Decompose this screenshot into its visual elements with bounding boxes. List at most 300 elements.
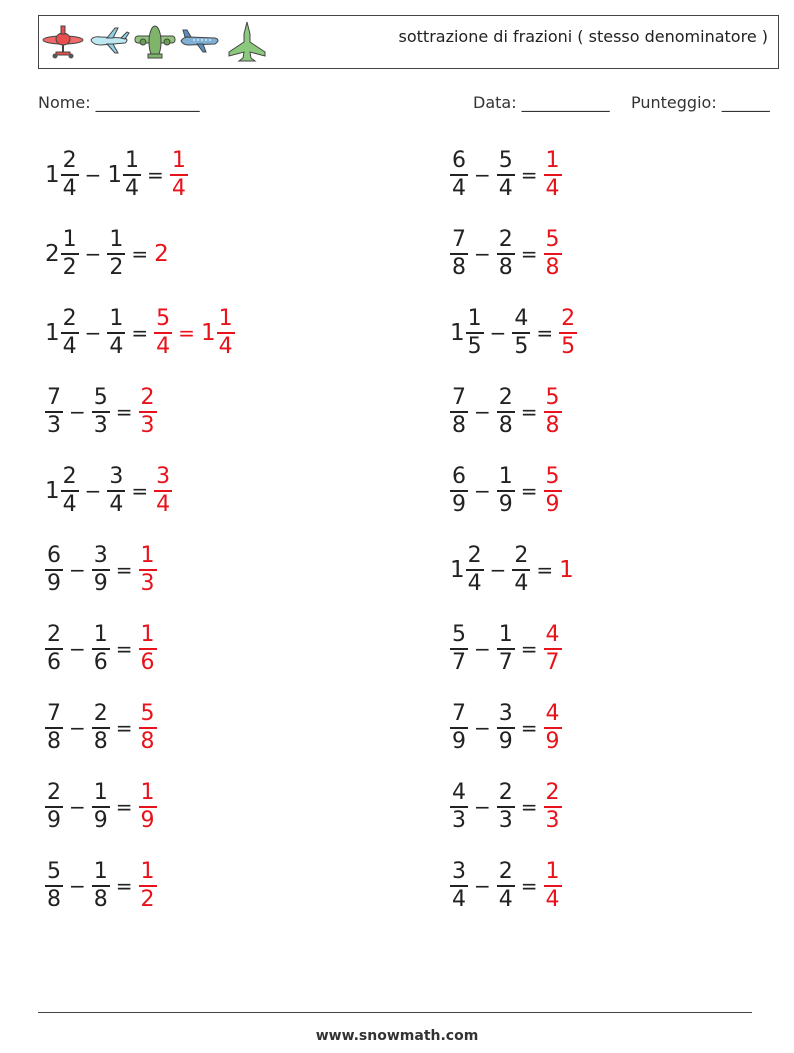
answer-number [154,306,172,360]
problem-item [450,617,562,681]
answer-denominator: 6 [140,649,155,675]
subtrahend-denominator: 4 [498,175,513,201]
minuend-fraction [450,148,468,202]
equals-sign: = [115,637,133,661]
answer-whole: 1 [200,320,216,346]
minuend-numerator: 1 [62,227,77,253]
subtrahend-denominator: 8 [498,254,513,280]
answer-denominator: 9 [140,807,155,833]
minuend-denominator: 5 [467,333,482,359]
name-field[interactable]: Nome: _____________ [38,93,200,112]
minuend-numerator: 2 [467,543,482,569]
minus-sign: − [474,795,491,819]
minuend-fraction [61,227,79,281]
minuend-fraction [61,306,79,360]
answer-fraction [139,543,157,597]
answer-denominator: 4 [545,886,560,912]
minuend-number [45,306,79,360]
problem-item [450,538,575,602]
answer [544,701,562,755]
equals-sign: = [147,163,164,187]
answer [544,227,562,281]
minuend-denominator: 4 [452,175,466,201]
answer [139,543,157,597]
equals-sign: = [115,795,133,819]
answer-denominator: 8 [545,412,560,438]
minus-sign: − [69,795,86,819]
subtrahend-number [497,622,515,676]
minuend-number [450,385,468,439]
answer-numerator: 1 [140,622,155,648]
answer-fraction [544,701,562,755]
equals-sign: = [520,716,538,740]
subtrahend-fraction [92,543,110,597]
subtrahend-number [497,780,515,834]
subtrahend-denominator: 4 [125,175,140,201]
minuend-denominator: 4 [467,570,482,596]
problem-item [45,617,157,681]
subtrahend-number [497,464,515,518]
answer-numerator: 2 [140,385,155,411]
minuend-numerator: 6 [47,543,61,569]
answer-number [154,241,170,267]
minuend-number [450,227,468,281]
answer-number [544,859,562,913]
subtrahend-numerator: 2 [498,780,513,806]
minus-sign: − [489,558,507,582]
subtrahend-denominator: 9 [498,491,513,517]
minuend-fraction [45,859,63,913]
subtrahend-denominator: 8 [498,412,513,438]
subtrahend-whole: 1 [107,162,123,188]
subtrahend-fraction [107,306,125,360]
problem-item [450,696,562,760]
minuend-numerator: 7 [452,227,466,253]
footer-divider [38,1012,752,1013]
subtrahend-number [497,859,515,913]
subtrahend-numerator: 3 [498,701,513,727]
minuend-numerator: 7 [452,701,466,727]
subtrahend-number [512,543,530,597]
minuend-numerator: 2 [47,780,61,806]
answer-number [139,543,157,597]
answer [559,306,577,360]
subtrahend-fraction [123,148,141,202]
answer-numerator: 5 [545,227,560,253]
problem-item [450,222,562,286]
answer-denominator: 9 [545,728,560,754]
equals-sign: = [520,637,538,661]
subtrahend-numerator: 3 [93,543,108,569]
answer-numerator: 4 [545,701,560,727]
problem-item [450,380,562,444]
answer [544,780,562,834]
problem-item [45,775,157,839]
problem-item [45,143,188,207]
minus-sign: − [84,163,102,187]
minuend-numerator: 2 [62,306,77,332]
equals-sign: = [131,321,149,345]
answer [154,306,172,360]
minuend-fraction [61,148,79,202]
subtrahend-number [497,701,515,755]
minus-sign: − [474,637,491,661]
answer-numerator: 5 [140,701,155,727]
minuend-fraction [450,385,468,439]
answer-number [544,701,562,755]
subtrahend-numerator: 2 [498,227,513,253]
answer-number [559,306,577,360]
answer-whole: 2 [154,241,169,267]
minus-sign: − [69,874,86,898]
minuend-denominator: 9 [47,570,61,596]
minus-sign: − [474,874,491,898]
minuend-fraction [45,701,63,755]
answer-number [544,464,562,518]
problem-item [45,538,157,602]
minuend-fraction [61,464,79,518]
subtrahend-number [107,227,125,281]
answer [544,464,562,518]
equals-sign: = [131,479,149,503]
answer-fraction [170,148,188,202]
minuend-number [450,543,484,597]
subtrahend-fraction [92,622,110,676]
minuend-whole: 1 [45,162,60,188]
equals-sign: = [131,242,149,266]
equals-sign: = [520,242,538,266]
answer-denominator: 8 [545,254,560,280]
minuend-whole: 2 [45,241,60,267]
minuend-number [450,464,468,518]
minuend-number [45,543,63,597]
minuend-fraction [466,543,484,597]
minuend-numerator: 7 [47,385,61,411]
minus-sign: − [474,400,491,424]
subtrahend-numerator: 1 [109,227,124,253]
worksheet-title: sottrazione di frazioni ( stesso denominatore ) [398,27,768,46]
equals-sign: = [520,479,538,503]
answer-numerator: 2 [561,306,576,332]
subtrahend-numerator: 1 [498,464,513,490]
answer-numerator: 5 [156,306,171,332]
answer-fraction [139,859,157,913]
answer-fraction [139,701,157,755]
minus-sign: − [474,242,491,266]
answer-numerator: 1 [140,543,155,569]
subtrahend-denominator: 3 [93,412,108,438]
subtrahend-denominator: 5 [514,333,529,359]
subtrahend-number [92,859,110,913]
equals-sign: = [115,874,133,898]
problem-item [450,854,562,918]
answer-whole: 1 [559,557,574,583]
minuend-numerator: 3 [452,859,466,885]
minuend-number [450,780,468,834]
answer-denominator: 3 [545,807,560,833]
answer-fraction [154,306,172,360]
answer-number [544,780,562,834]
minuend-number [450,148,468,202]
subtrahend-denominator: 9 [93,570,108,596]
answer [544,385,562,439]
subtrahend-number [92,385,110,439]
answer-fraction [544,780,562,834]
minuend-denominator: 3 [47,412,61,438]
minuend-number [45,148,79,202]
answer-denominator: 3 [140,570,155,596]
subtrahend-fraction [497,622,515,676]
subtrahend-number [92,622,110,676]
subtrahend-numerator: 3 [109,464,124,490]
minuend-denominator: 8 [452,412,466,438]
subtrahend-numerator: 2 [93,701,108,727]
answer-number [544,227,562,281]
answer-fraction [544,385,562,439]
subtrahend-fraction [497,227,515,281]
minuend-number [450,622,468,676]
minus-sign: − [474,716,491,740]
minuend-fraction [466,306,484,360]
minuend-numerator: 2 [62,148,77,174]
answer-numerator: 3 [156,464,171,490]
answer-fraction [544,622,562,676]
subtrahend-number [497,148,515,202]
minuend-fraction [450,464,468,518]
answer-fraction [139,385,157,439]
subtrahend-number [497,227,515,281]
subtrahend-fraction [92,859,110,913]
minuend-number [450,701,468,755]
answer-number [139,622,157,676]
answer-number [559,557,575,583]
answer-numerator: 4 [545,622,560,648]
subtrahend-number [92,543,110,597]
minuend-numerator: 7 [452,385,466,411]
problem-item [450,143,562,207]
problem-item [45,301,235,365]
minuend-number [45,464,79,518]
answer-number [544,622,562,676]
subtrahend-denominator: 7 [498,649,513,675]
minuend-number [45,227,79,281]
minuend-number [450,306,484,360]
subtrahend-denominator: 9 [93,807,108,833]
minuend-numerator: 2 [47,622,61,648]
problem-item [45,696,157,760]
subtrahend-denominator: 2 [109,254,124,280]
minus-sign: − [69,558,86,582]
minuend-number [45,622,63,676]
minuend-denominator: 8 [452,254,466,280]
answer [139,780,157,834]
equals-sign: = [536,321,554,345]
answer [139,701,157,755]
minuend-numerator: 4 [452,780,466,806]
subtrahend-fraction [497,464,515,518]
problem-item [45,380,157,444]
minuend-whole: 1 [45,320,60,346]
answer-fraction [544,464,562,518]
minuend-number [45,859,63,913]
minuend-denominator: 3 [452,807,466,833]
answer-equals-sign: = [178,321,195,345]
answer-fraction [139,622,157,676]
answer-denominator: 9 [545,491,560,517]
minuend-fraction [450,227,468,281]
subtrahend-fraction [512,306,530,360]
answer-denominator: 4 [218,333,233,359]
subtrahend-denominator: 4 [498,886,513,912]
answer-denominator: 8 [140,728,155,754]
minuend-numerator: 2 [62,464,77,490]
problem-item [45,222,170,286]
minuend-numerator: 6 [452,148,466,174]
subtrahend-denominator: 6 [93,649,108,675]
answer [170,148,188,202]
date-field[interactable]: Data: ___________ [473,93,610,112]
subtrahend-numerator: 4 [514,306,529,332]
answer-numerator: 1 [545,148,560,174]
subtrahend-denominator: 8 [93,728,108,754]
answer-fraction [139,780,157,834]
subtrahend-numerator: 2 [498,385,513,411]
answer-denominator: 4 [171,175,186,201]
minuend-denominator: 9 [452,728,466,754]
minuend-numerator: 5 [452,622,466,648]
answer-denominator: 4 [545,175,560,201]
answer-number [201,306,235,360]
minuend-numerator: 7 [47,701,61,727]
answer-number [544,148,562,202]
subtrahend-denominator: 8 [93,886,108,912]
minuend-denominator: 4 [452,886,466,912]
equals-sign: = [115,558,133,582]
footer-url: www.snowmath.com [315,1028,479,1044]
subtrahend-fraction [497,780,515,834]
subtrahend-number [107,464,125,518]
minus-sign: − [84,479,102,503]
minuend-denominator: 4 [62,491,77,517]
equals-sign: = [520,795,538,819]
subtrahend-fraction [497,701,515,755]
minuend-denominator: 4 [62,175,77,201]
subtrahend-number [107,306,125,360]
answer-numerator: 1 [218,306,233,332]
answer-number [170,148,188,202]
minus-sign: − [69,400,86,424]
minuend-fraction [450,701,468,755]
equals-sign: = [536,558,554,582]
minuend-fraction [45,543,63,597]
equals-sign: = [115,400,133,424]
answer-number [154,464,172,518]
problem-item [45,854,157,918]
answer [544,622,562,676]
minuend-whole: 1 [450,320,465,346]
subtrahend-fraction [497,385,515,439]
answer-number [139,701,157,755]
minuend-fraction [450,622,468,676]
answer-denominator: 2 [140,886,155,912]
answer-denominator: 7 [545,649,560,675]
minuend-whole: 1 [45,478,60,504]
minuend-numerator: 5 [47,859,61,885]
minuend-denominator: 8 [47,728,61,754]
equals-sign: = [115,716,133,740]
subtrahend-denominator: 4 [109,491,124,517]
subtrahend-numerator: 2 [514,543,529,569]
answer-number [139,385,157,439]
minuend-denominator: 2 [62,254,77,280]
subtrahend-numerator: 1 [109,306,124,332]
answer-numerator: 1 [545,859,560,885]
problem-item [450,775,562,839]
subtrahend-denominator: 4 [109,333,124,359]
minuend-fraction [450,859,468,913]
subtrahend-numerator: 1 [93,622,108,648]
minuend-number [45,780,63,834]
subtrahend-number [92,701,110,755]
answer-numerator: 2 [545,780,560,806]
minuend-number [450,859,468,913]
minuend-fraction [45,780,63,834]
subtrahend-denominator: 3 [498,807,513,833]
minuend-fraction [450,780,468,834]
answer-fraction [544,148,562,202]
minus-sign: − [84,321,102,345]
equals-sign: = [520,400,538,424]
subtrahend-numerator: 1 [125,148,140,174]
equals-sign: = [520,163,538,187]
answer-numerator: 1 [140,859,155,885]
answer-numerator: 1 [140,780,155,806]
subtrahend-fraction [497,859,515,913]
minuend-number [45,701,63,755]
problem-item [450,301,577,365]
minuend-fraction [45,385,63,439]
subtrahend-numerator: 5 [93,385,108,411]
answer-fraction [154,464,172,518]
subtrahend-fraction [497,148,515,202]
minuend-whole: 1 [450,557,465,583]
answer-numerator: 1 [171,148,186,174]
score-field[interactable]: Punteggio: ______ [631,93,770,112]
subtrahend-fraction [92,780,110,834]
answer [559,557,575,583]
subtrahend-numerator: 1 [93,859,108,885]
minuend-denominator: 7 [452,649,466,675]
minuend-denominator: 9 [47,807,61,833]
minus-sign: − [474,479,491,503]
subtrahend-number [107,148,141,202]
problem-item [450,459,562,523]
minus-sign: − [69,716,86,740]
answer-fraction [217,306,235,360]
answer-denominator: 4 [156,333,171,359]
subtrahend-denominator: 4 [514,570,529,596]
answer-denominator: 3 [140,412,155,438]
problem-item [45,459,172,523]
answer [544,148,562,202]
answer [154,464,172,518]
minuend-fraction [45,622,63,676]
answer-fraction [544,859,562,913]
minuend-denominator: 8 [47,886,61,912]
answer-numerator: 5 [545,385,560,411]
minuend-denominator: 4 [62,333,77,359]
answer-fraction [544,227,562,281]
